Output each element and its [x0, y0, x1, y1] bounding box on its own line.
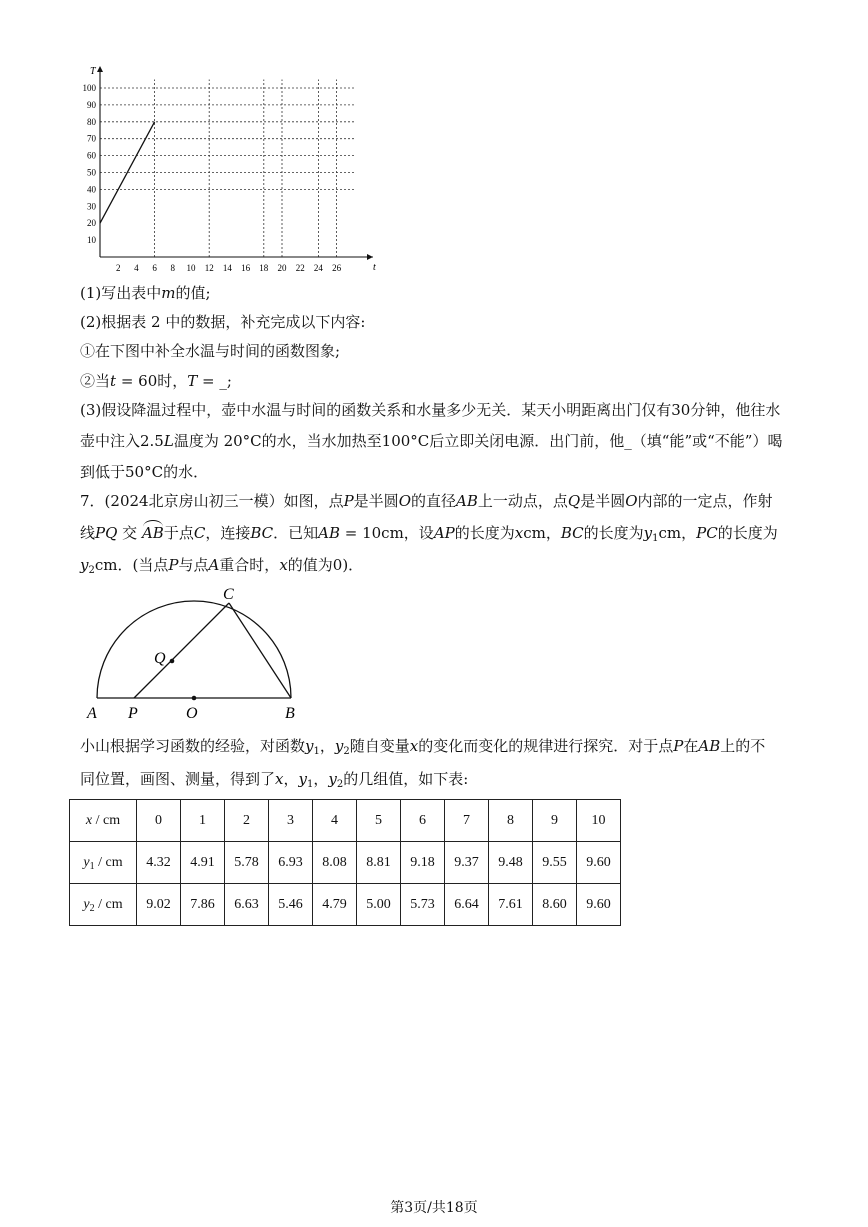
x-cell: 6 — [401, 800, 445, 842]
y-tick-label: 50 — [87, 167, 96, 178]
y-axis-label: T — [90, 66, 96, 77]
label-c: C — [223, 586, 234, 603]
temperature-graph — [62, 60, 392, 275]
y1-cell: 4.91 — [181, 842, 225, 884]
x-cell: 1 — [181, 800, 225, 842]
table-row-y1 — [70, 842, 621, 884]
x-tick-label: 16 — [241, 263, 251, 273]
problem-7-line-1: 7．(2024北京房山初三一模）如图，点P是半圆O的直径AB上一动点，点Q是半圆O内部的一定点，作射 — [80, 492, 773, 510]
table-row-x — [70, 800, 621, 842]
x-cell: 2 — [225, 800, 269, 842]
segment-pc — [134, 603, 229, 698]
x-tick-labels — [116, 263, 342, 273]
y1-cell: 9.55 — [533, 842, 577, 884]
question-3-line-2: 壶中注入2.5L温度为 20°C的水，当水加热至100°C后立即关闭电源．出门前，他_（填“能”或“不能”）喝 — [80, 432, 783, 450]
y-tick-label: 70 — [87, 133, 96, 144]
question-2: (2)根据表 2 中的数据，补充完成以下内容: — [80, 313, 366, 331]
y2-cell: 7.61 — [489, 884, 533, 926]
inquiry-line-1: 小山根据学习函数的经验，对函数$y_1$，$y_2$随自变量x的变化而变化的规律进行探究．对于点P在AB上的不 — [80, 737, 766, 757]
x-tick-label: 24 — [313, 263, 323, 273]
y-tick-label: 30 — [87, 201, 96, 212]
y-axis-arrow — [97, 66, 103, 72]
segment-bc — [229, 603, 291, 698]
y2-cell: 6.64 — [445, 884, 489, 926]
y2-cell: 6.63 — [225, 884, 269, 926]
point-o — [192, 696, 197, 701]
label-o: O — [186, 705, 198, 722]
question-1: (1)写出表中m的值; — [80, 284, 211, 302]
question-2-part-1: ①在下图中补全水温与时间的函数图象; — [80, 342, 341, 360]
x-tick-label: 26 — [332, 263, 342, 273]
y1-cell: 4.32 — [137, 842, 181, 884]
x-tick-label: 18 — [259, 263, 269, 273]
x-tick-label: 14 — [222, 263, 232, 273]
x-cell: 4 — [313, 800, 357, 842]
graph-grid — [100, 80, 355, 257]
page-footer: 第3页/共18页 — [390, 1200, 478, 1216]
y-tick-label: 60 — [87, 150, 96, 161]
question-3-line-1: (3)假设降温过程中，壶中水温与时间的函数关系和水量多少无关．某天小明距离出门仅有30分钟，他往水 — [80, 401, 781, 419]
y-tick-label: 100 — [82, 83, 96, 93]
x-cell: 0 — [137, 800, 181, 842]
y1-cell: 9.37 — [445, 842, 489, 884]
y1-cell: 9.48 — [489, 842, 533, 884]
x-cell: 8 — [489, 800, 533, 842]
x-axis-arrow — [367, 254, 373, 260]
y-tick-labels — [83, 83, 97, 245]
label-q: Q — [154, 650, 166, 667]
problem-7-line-2: 线PQ 交 AB于点C，连接BC．已知AB = 10cm，设AP的长度为xcm，BC的长度为$y_1cm$，PC的长度为 — [80, 524, 778, 544]
y2-cell: 8.60 — [533, 884, 577, 926]
table-row-y2 — [70, 884, 621, 926]
y2-cell: 7.86 — [181, 884, 225, 926]
y-tick-label: 40 — [87, 184, 96, 195]
row-header-x: x / cm — [70, 800, 137, 842]
y1-cell: 5.78 — [225, 842, 269, 884]
y1-cell: 9.18 — [401, 842, 445, 884]
y-tick-label: 80 — [87, 116, 96, 127]
arc-ab: AB — [141, 524, 164, 542]
x-cell: 10 — [577, 800, 621, 842]
y-tick-label: 10 — [87, 235, 96, 246]
x-tick-label: 12 — [204, 263, 214, 273]
point-q — [170, 659, 175, 664]
row-header-y2: $y_2$ / cm — [70, 884, 137, 926]
x-tick-label: 6 — [152, 263, 157, 273]
values-table — [69, 799, 621, 926]
semicircle-figure — [80, 580, 320, 725]
y1-cell: 9.60 — [577, 842, 621, 884]
y1-cell: 8.81 — [357, 842, 401, 884]
y2-cell: 5.00 — [357, 884, 401, 926]
row-header-y1: $y_1$ / cm — [70, 842, 137, 884]
question-2-part-2: ②当t = 60时，T = _; — [80, 372, 232, 390]
label-a: A — [87, 705, 97, 722]
y2-cell: 9.60 — [577, 884, 621, 926]
x-axis-label: t — [373, 262, 376, 273]
y2-cell: 5.46 — [269, 884, 313, 926]
y1-cell: 8.08 — [313, 842, 357, 884]
x-tick-label: 4 — [134, 263, 139, 273]
y2-cell: 5.73 — [401, 884, 445, 926]
x-cell: 3 — [269, 800, 313, 842]
x-tick-label: 20 — [277, 263, 287, 273]
graph-axes — [97, 66, 373, 260]
x-tick-label: 2 — [115, 263, 121, 273]
label-p: P — [128, 705, 138, 722]
x-cell: 7 — [445, 800, 489, 842]
semicircle-arc — [97, 601, 291, 698]
inquiry-line-2: 同位置，画图、测量，得到了x，$y_1$，$y_2$的几组值，如下表: — [80, 770, 469, 790]
x-tick-label: 8 — [170, 263, 176, 273]
y-tick-label: 20 — [87, 218, 96, 229]
problem-7-line-3: $y_2cm$．(当点P与点A重合时，x的值为0)． — [80, 556, 364, 576]
x-cell: 9 — [533, 800, 577, 842]
y1-cell: 6.93 — [269, 842, 313, 884]
x-cell: 5 — [357, 800, 401, 842]
y2-cell: 9.02 — [137, 884, 181, 926]
question-3-line-3: 到低于50°C的水． — [80, 463, 209, 481]
x-tick-label: 10 — [186, 263, 196, 273]
y2-cell: 4.79 — [313, 884, 357, 926]
label-b: B — [285, 705, 295, 722]
x-tick-label: 22 — [295, 263, 305, 273]
y-tick-label: 90 — [87, 99, 96, 110]
